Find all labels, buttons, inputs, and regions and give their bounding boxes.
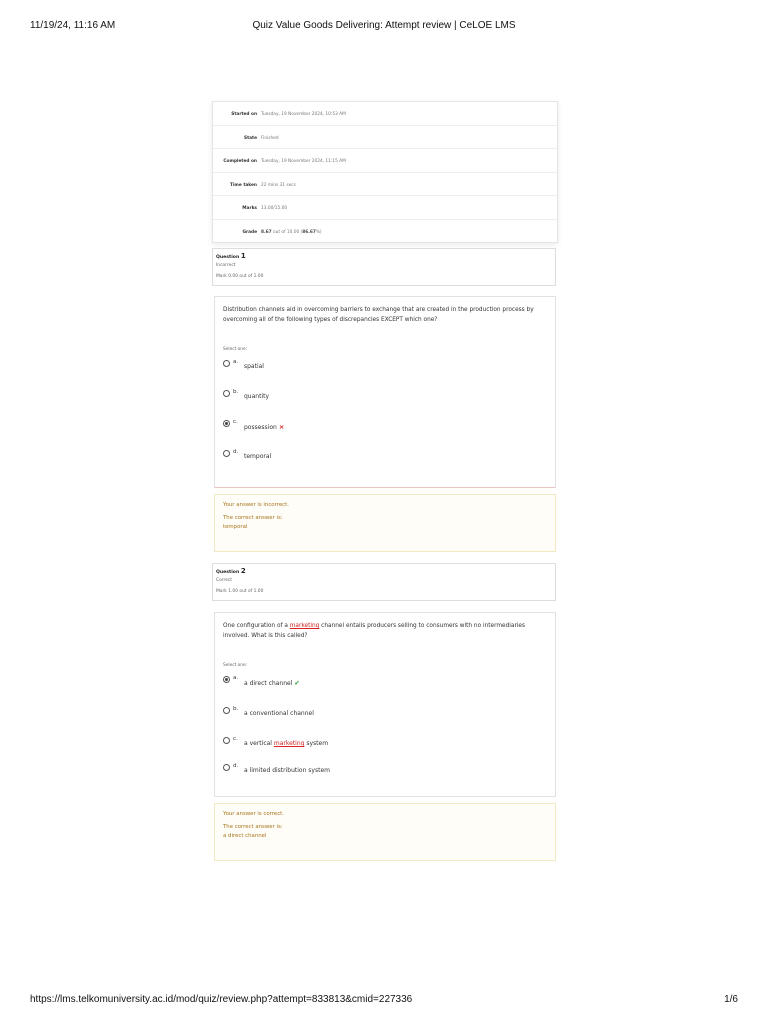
- option-text: quantity: [244, 393, 270, 400]
- state-value: Finished: [261, 135, 279, 141]
- grade-score: 8.67: [261, 229, 272, 235]
- question-2-state: Correct: [216, 578, 233, 583]
- option-text-with-mark: [244, 423, 284, 431]
- radio-button[interactable]: [223, 360, 230, 367]
- feedback-answer: temporal: [223, 524, 248, 530]
- started-label: Started on: [231, 112, 257, 117]
- option-text: spatial: [244, 363, 264, 370]
- option-text: a conventional channel: [244, 710, 314, 717]
- state-label: State: [243, 135, 257, 141]
- option-text-with-mark: [244, 679, 300, 687]
- summary-row-grade: [213, 220, 557, 244]
- radio-button[interactable]: [223, 707, 230, 714]
- option-letter: d.: [233, 763, 239, 769]
- question-2-info: [212, 563, 556, 601]
- question-label: Question: [216, 570, 240, 575]
- question-2-content: [214, 612, 556, 797]
- question-2-text: [223, 622, 551, 641]
- question-1-option-d[interactable]: [223, 449, 523, 461]
- question-text-part: One configuration of a: [223, 623, 290, 629]
- option-letter: a.: [233, 359, 239, 365]
- feedback-label: The correct answer is:: [223, 515, 283, 521]
- option-letter: c.: [233, 419, 238, 425]
- select-one-label: Select one:: [223, 663, 248, 668]
- grade-end: %): [315, 229, 322, 235]
- summary-row-completed: [213, 149, 557, 173]
- option-text: a limited distribution system: [244, 767, 330, 774]
- option-letter: d.: [233, 449, 239, 455]
- question-2-mark: Mark 1.00 out of 1.00: [216, 589, 264, 594]
- radio-button-selected[interactable]: [223, 676, 230, 683]
- started-value: Tuesday, 19 November 2024, 10:53 AM: [261, 112, 346, 117]
- marketing-glossary-link[interactable]: marketing: [289, 623, 320, 629]
- summary-row-started: [213, 102, 557, 126]
- question-1-mark: Mark 0.00 out of 1.00: [216, 274, 264, 279]
- question-label: Question: [216, 255, 240, 260]
- summary-row-state: [213, 126, 557, 150]
- question-1-state: Incorrect: [216, 263, 236, 268]
- select-one-label: Select one:: [223, 347, 248, 352]
- question-2-option-b[interactable]: [223, 706, 523, 718]
- question-2-option-c[interactable]: [223, 736, 523, 748]
- completed-value: Tuesday, 19 November 2024, 11:15 AM: [261, 159, 346, 164]
- question-1-text: Distribution channels aid in overcoming barriers to exchange that are created in the production process by overcoming all of the following types of discrepancies EXCEPT which one?: [223, 307, 534, 323]
- question-number: 1: [240, 252, 246, 260]
- option-text: temporal: [244, 453, 272, 460]
- grade-label: Grade: [242, 229, 257, 235]
- question-1-content: [214, 296, 556, 488]
- option-text: a direct channel: [244, 680, 293, 687]
- option-text-part: a vertical: [244, 740, 274, 747]
- feedback-answer: a direct channel: [223, 833, 267, 839]
- question-1-option-a[interactable]: [223, 359, 523, 371]
- option-letter: b.: [233, 706, 239, 712]
- question-1-option-b[interactable]: [223, 389, 523, 401]
- option-text-part: system: [304, 740, 329, 747]
- marks-value: 13.00/15.00: [261, 206, 288, 211]
- grade-mid: out of 10.00 (: [272, 229, 303, 235]
- radio-button-selected[interactable]: [223, 420, 230, 427]
- option-text: [244, 740, 328, 747]
- incorrect-x-icon: ×: [278, 423, 285, 431]
- grade-percent: 86.67: [302, 229, 316, 235]
- question-1-number: [216, 252, 246, 260]
- radio-button[interactable]: [223, 390, 230, 397]
- grade-value: [261, 230, 322, 235]
- time-taken-value: 22 mins 31 secs: [261, 182, 296, 188]
- print-header: [0, 20, 768, 34]
- print-url: https://lms.telkomuniversity.ac.id/mod/quiz/review.php?attempt=833813&cmid=227336: [30, 994, 413, 1005]
- attempt-summary-table: [212, 101, 558, 243]
- radio-button[interactable]: [223, 450, 230, 457]
- question-1-info: [212, 248, 556, 286]
- question-2-number: [216, 567, 246, 575]
- summary-row-time: [213, 173, 557, 197]
- option-letter: b.: [233, 389, 239, 395]
- print-title: Quiz Value Goods Delivering: Attempt review | CeLOE LMS: [252, 20, 516, 31]
- print-page-number: 1/6: [724, 994, 738, 1005]
- print-datetime: 11/19/24, 11:16 AM: [30, 20, 116, 31]
- radio-button[interactable]: [223, 737, 230, 744]
- question-text-part: channel entails producers selling to consumers with no intermediaries involved. What is this called?: [223, 623, 526, 639]
- question-1-option-c[interactable]: [223, 419, 523, 431]
- feedback-label: The correct answer is:: [223, 824, 283, 830]
- radio-button[interactable]: [223, 764, 230, 771]
- completed-label: Completed on: [223, 159, 257, 164]
- correct-check-icon: ✔: [294, 679, 300, 687]
- time-taken-label: Time taken: [230, 182, 257, 188]
- marketing-glossary-link[interactable]: marketing: [273, 740, 305, 747]
- question-2-option-d[interactable]: [223, 763, 523, 775]
- marks-label: Marks: [242, 206, 257, 211]
- summary-row-marks: [213, 196, 557, 220]
- feedback-status: Your answer is correct.: [223, 811, 285, 817]
- question-2-feedback: [214, 803, 556, 861]
- question-number: 2: [240, 567, 246, 575]
- question-2-option-a[interactable]: [223, 675, 523, 687]
- feedback-status: Your answer is incorrect.: [223, 502, 289, 508]
- option-text: possession: [244, 424, 277, 431]
- question-1-feedback: [214, 494, 556, 552]
- option-letter: c.: [233, 736, 238, 742]
- option-letter: a.: [233, 675, 239, 681]
